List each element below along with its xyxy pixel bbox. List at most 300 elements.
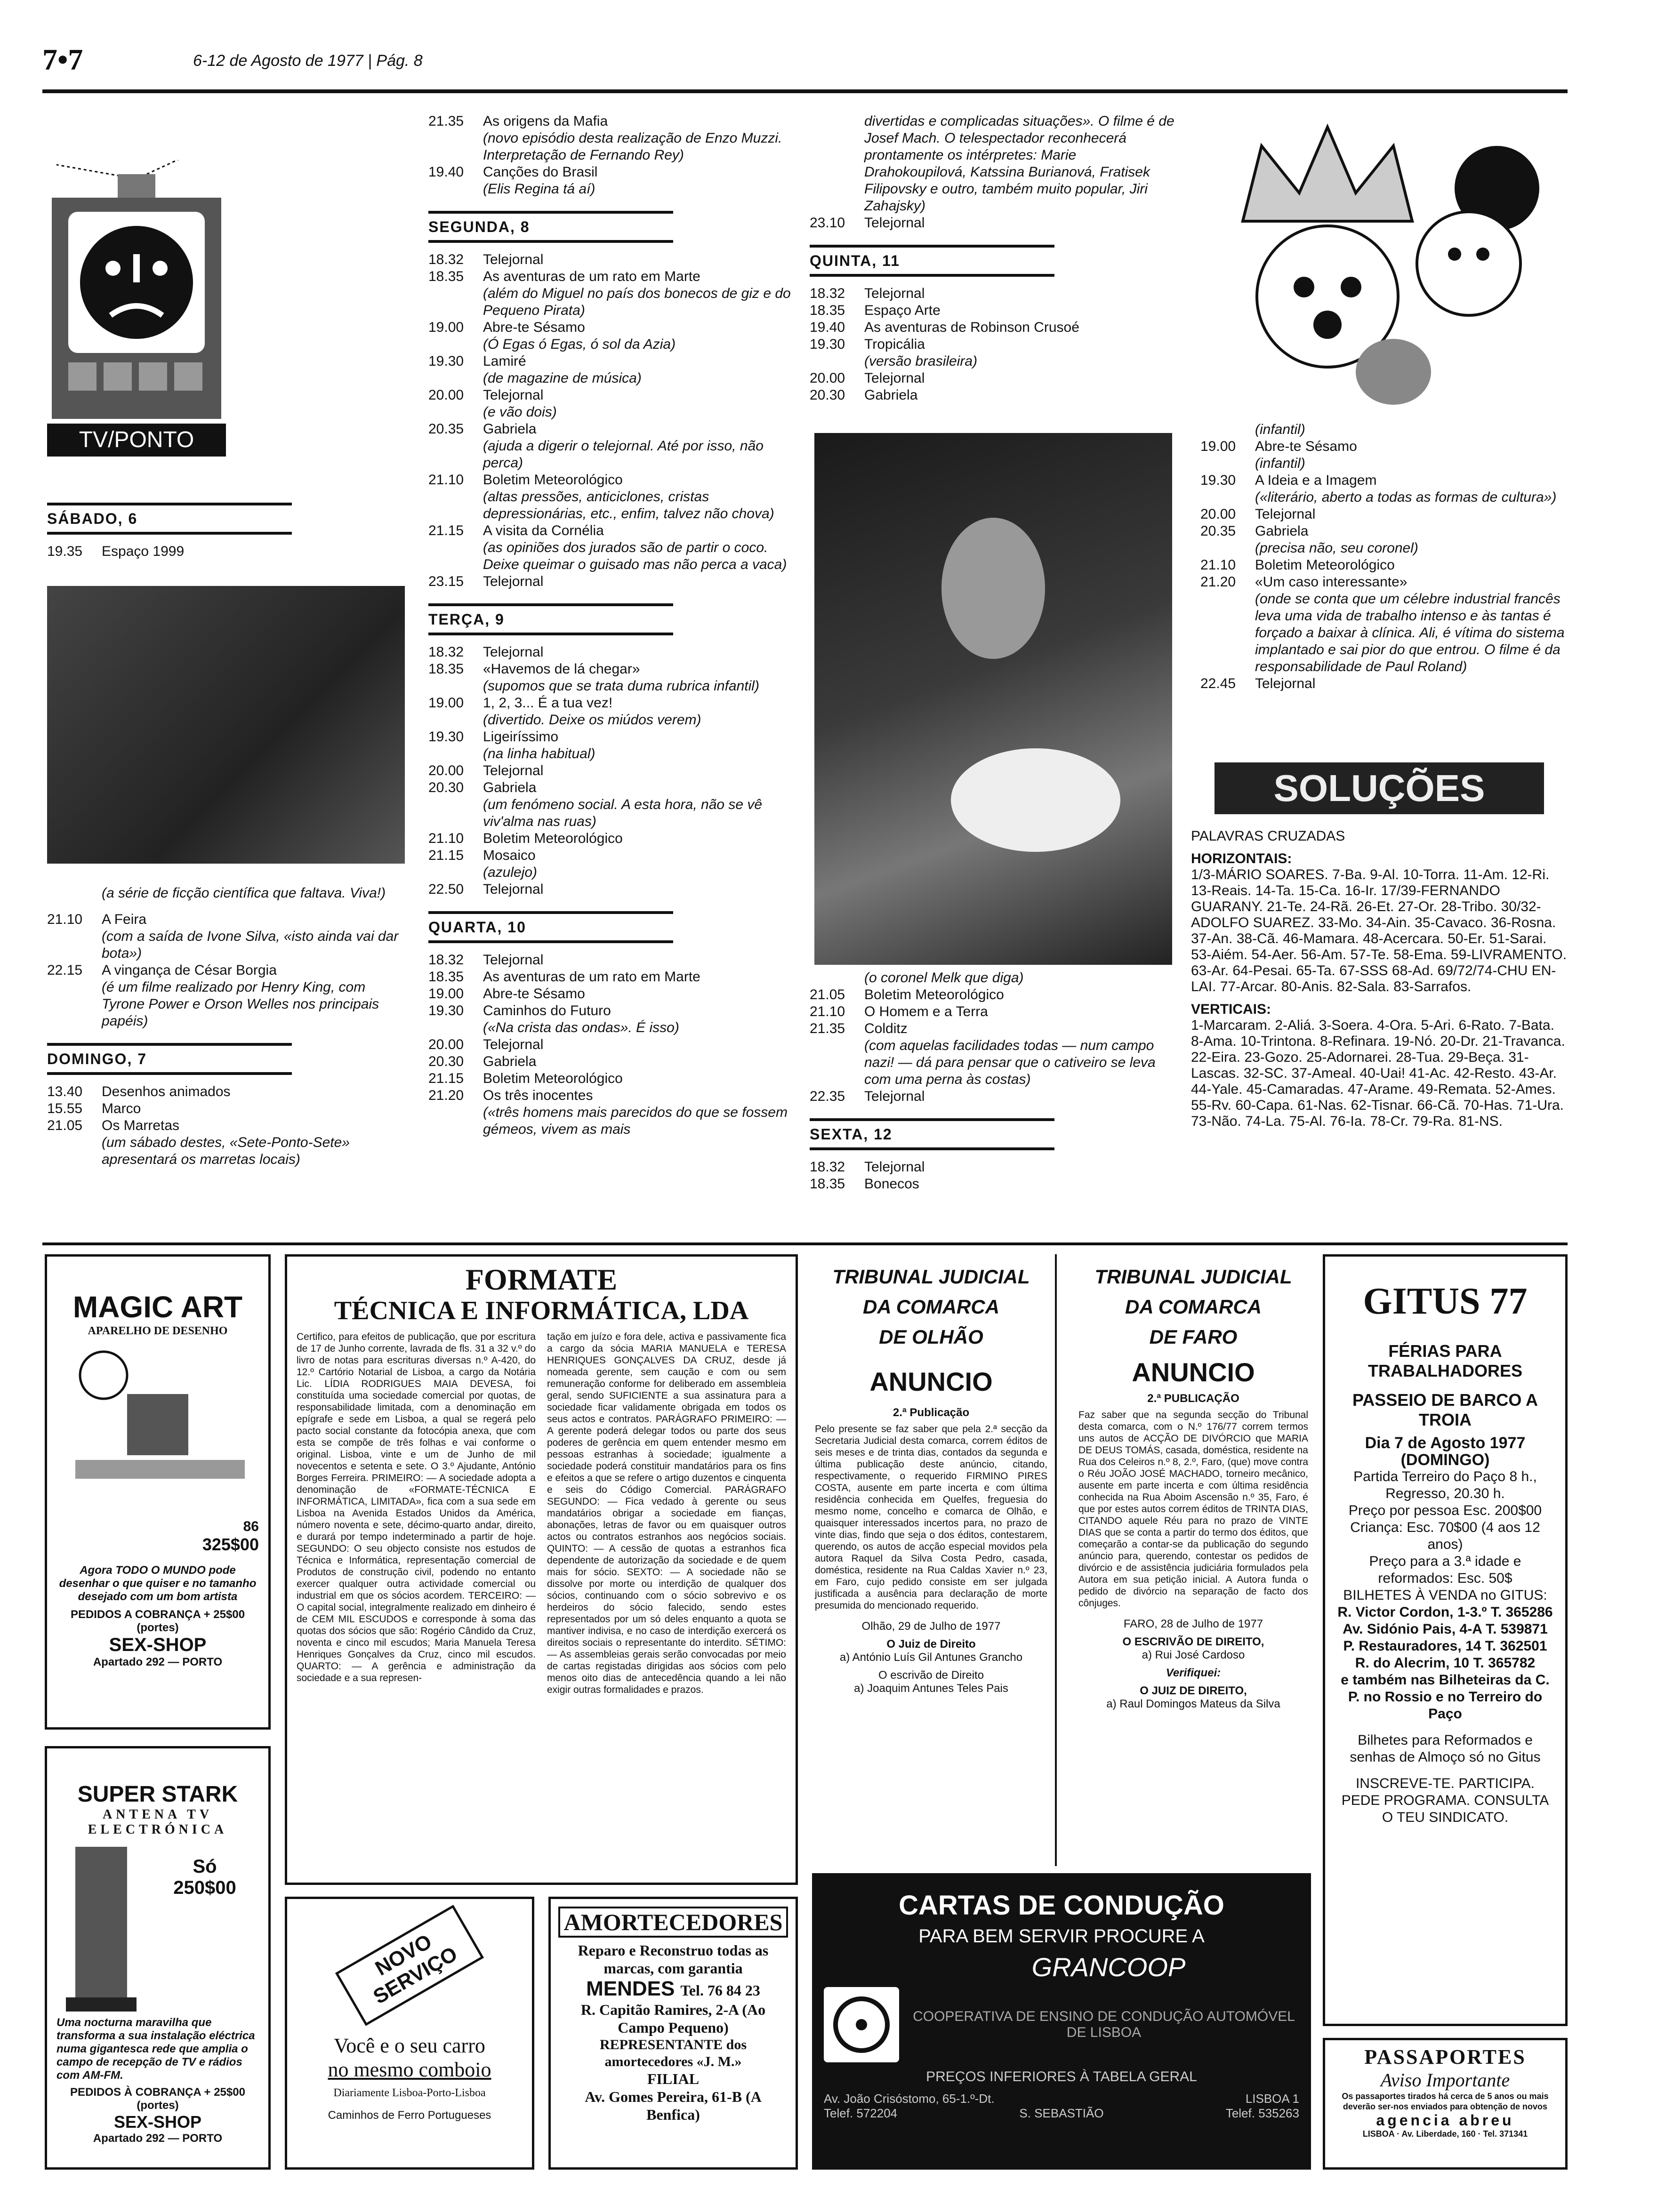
program-time: 21.35 (428, 113, 464, 129)
ad-subtitle: TÉCNICA E INFORMÁTICA, LDA (334, 1296, 749, 1325)
program-time: 21.20 (428, 1088, 464, 1103)
program-time: 20.35 (1200, 523, 1236, 539)
program-time: 20.30 (428, 1054, 464, 1069)
ad-text: Faz saber que na segunda secção do Tribunal desta comarca, com o N.º 176/77 correm termos uns autos de ACÇÃO DE DIVÓRCIO que MARIA DE DEUS TOMÁS, casada, doméstica, residente na Rua dos Celeiros n.º 8, 2.º, Faro, (que) move contra o Réu JOÃO JOSÉ MACHADO, torneiro mecânico, ausente em parte incerta e com última residência conhecida na Rua Aboim Ascensão n.º 35, Faro, é que por estes autos correm éditos de TRINTA DIAS, CITANDO aquele Réu para no prazo de VINTE DIAS que se conta a partir do termo dos éditos, que começarão a contar-se da publicação do segundo anúncio para, querendo, contestar os pedidos de divórcio e de assistência judiciária formulados pela Autora em sua petição inicial. A Autora funda o pedido de divórcio na separação de facto dos cônjuges. (1078, 1410, 1308, 1609)
date: FARO, 28 de Julho de 1977 (1123, 1618, 1263, 1630)
program-title: Gabriela (864, 387, 918, 403)
program-title: Telejornal (483, 882, 544, 897)
ad-line: COOPERATIVA DE ENSINO DE CONDUÇÃO AUTOMÓVEL DE LISBOA (913, 2009, 1295, 2040)
program-time: 19.35 (47, 544, 83, 559)
logo-row (824, 1987, 1299, 2062)
ad-line: REPRESENTANTE dos amortecedores «J. M.» (599, 2037, 747, 2069)
program-title: A visita da Cornélia (483, 523, 604, 538)
signature-title: O Juiz de Direito (886, 1638, 976, 1651)
ad-passaportes (1323, 2038, 1568, 2170)
price: 250$00 (173, 1877, 236, 1898)
program-note: (novo episódio desta realização de Enzo Muzzi. Interpretação de Fernando Rey) (483, 130, 782, 163)
photo-space-1999 (47, 586, 405, 864)
ad-text: Os passaportes tirados há cerca de 5 anos ou mais deverão ser-nos enviados para obtenção de novos (1342, 2092, 1549, 2111)
district: S. SEBASTIÃO (1019, 2106, 1104, 2120)
program-title: Telejornal (483, 252, 544, 267)
friday-program-list (810, 1159, 1177, 1193)
program-title: Telejornal (483, 387, 544, 403)
ad-body (56, 1837, 259, 2016)
order-info: PEDIDOS À COBRANÇA + 25$00 (portes) (70, 2086, 245, 2112)
program-time: 13.40 (47, 1084, 83, 1099)
program-item (810, 1003, 1177, 1020)
program-time: 21.10 (810, 1004, 845, 1019)
program-note: (e vão dois) (483, 404, 557, 420)
publication-number: 2.ª PUBLICAÇÃO (1147, 1392, 1239, 1405)
program-title: Canções do Brasil (483, 164, 598, 180)
program-title: Lamiré (483, 353, 526, 369)
signature-title: Verifiquei: (1166, 1667, 1221, 1679)
program-item (47, 543, 400, 560)
program-item (47, 911, 400, 962)
ad-title: SUPER STARK (77, 1782, 238, 1807)
ad-title: DA COMARCA (1125, 1296, 1262, 1318)
ad-tribunal-olhao (807, 1254, 1057, 1866)
program-title: Desenhos animados (102, 1084, 231, 1099)
program-item (428, 695, 796, 729)
program-item (428, 573, 796, 590)
top-rule (42, 89, 1568, 93)
ad-line: PARA BEM SERVIR PROCURE A (918, 1926, 1205, 1947)
address: Av. João Crisóstomo, 65-1.º-Dt. (824, 2092, 995, 2106)
shop-address: Apartado 292 — PORTO (93, 2132, 223, 2145)
program-title: O Homem e a Terra (864, 1004, 988, 1019)
program-item (428, 729, 796, 762)
date: Olhão, 29 de Julho de 1977 (861, 1620, 1001, 1633)
day-heading-wednesday: QUARTA, 10 (428, 911, 673, 943)
crossword-solutions (1191, 828, 1568, 1130)
program-time: 20.30 (428, 780, 464, 795)
ad-line: P. Restauradores, 14 T. 362501 (1343, 1638, 1547, 1654)
brand: agencia abreu (1376, 2112, 1514, 2129)
program-item (428, 762, 796, 779)
program-time: 19.00 (428, 986, 464, 1002)
ad-text: Pelo presente se faz saber que pela 2.ª secção da Secretaria Judicial desta comarca, correm éditos de seis meses e de trinta dias, contados da segunda e última publicação deste anúncio, citando, respectivamente, o requerido FIRMINO PIRES COSTA, ausente em parte incerta e com última residência conhecida em Quelfes, freguesia do mesmo nome, concelho e comarca de Olhão, e quaisquer interessados incertos para, no prazo de vinte dias, findo que seja o dos éditos, contestarem, querendo, os autos de acção especial movidos pela autora Raquel da Silva Costa Pedro, casada, doméstica, residente na Rua Caldas Xavier n.º 23, em Faro, cujo pedido consiste em ser julgada justificada a ausência para declaração de morte presumida do mencionado requerido. (815, 1424, 1047, 1611)
program-title: Bonecos (864, 1176, 919, 1192)
ad-formate (285, 1254, 798, 1885)
program-title: Telejornal (864, 1159, 925, 1175)
program-title: «Um caso interessante» (1255, 574, 1408, 590)
order-info: PEDIDOS A COBRANÇA + 25$00 (portes) (70, 1608, 245, 1634)
program-title: As origens da Mafia (483, 113, 608, 129)
program-title: A Ideia e a Imagem (1255, 473, 1377, 488)
program-item (1200, 557, 1568, 574)
masthead-logo: 7•7 (42, 43, 83, 76)
program-item (810, 215, 1177, 232)
program-time: 22.35 (810, 1089, 845, 1104)
program-time: 20.00 (428, 763, 464, 778)
ad-line: Criança: Esc. 70$00 (4 aos 12 anos) (1350, 1520, 1540, 1552)
program-title: Abre-te Sésamo (483, 320, 585, 335)
program-note: (supomos que se trata duma rubrica infantil) (483, 678, 759, 694)
program-note: (infantil) (1255, 422, 1305, 437)
program-item (428, 1053, 796, 1070)
program-time: 22.15 (47, 962, 83, 978)
program-item (428, 319, 796, 353)
ad-subtitle: ANTENA TV ELECTRÓNICA (88, 1807, 228, 1837)
program-item (428, 387, 796, 421)
column-4 (1200, 421, 1568, 692)
ad-line: Reparo e Reconstruo todas as marcas, com garantia (578, 1942, 769, 1977)
program-item (810, 319, 1177, 336)
program-item (428, 113, 796, 164)
brand: MENDES (586, 1977, 675, 2000)
ad-title: MAGIC ART (72, 1290, 243, 1324)
vertical-label: VERTICAIS: (1191, 1002, 1271, 1017)
program-title: Telejornal (864, 286, 925, 301)
brand: GRANCOOP (1031, 1952, 1186, 1982)
program-item (428, 1002, 796, 1036)
thursday-program-list-2 (810, 986, 1177, 1105)
program-item (47, 1083, 400, 1100)
program-time: 19.00 (428, 320, 464, 335)
program-note: (um sábado destes, «Sete-Ponto-Sete» apresentará os marretas locais) (102, 1135, 350, 1167)
ad-magic-art (45, 1254, 271, 1730)
ad-amortecedores (548, 1897, 798, 2170)
day-heading-tuesday: TERÇA, 9 (428, 603, 673, 635)
program-time: 21.10 (47, 912, 83, 927)
publication-number: 2.ª Publicação (893, 1406, 970, 1419)
program-title: Telejornal (1255, 676, 1316, 691)
program-title: Telejornal (1255, 506, 1316, 522)
column-2 (428, 113, 796, 1138)
program-time: 18.32 (428, 952, 464, 968)
program-time: 21.10 (428, 831, 464, 846)
program-item (428, 522, 796, 573)
program-time: 18.32 (810, 1159, 845, 1175)
program-title: Gabriela (483, 1054, 537, 1069)
program-note: (ajuda a digerir o telejornal. Até por isso, não perca) (483, 438, 764, 471)
ad-title: TRIBUNAL JUDICIAL (1094, 1266, 1292, 1288)
ad-novo-servico (285, 1897, 534, 2170)
horizontal-label: HORIZONTAIS: (1191, 851, 1292, 866)
wednesday-program-list (428, 952, 796, 1138)
program-title: Boletim Meteorológico (483, 472, 623, 488)
program-item (1200, 421, 1568, 438)
day-heading-saturday: SÁBADO, 6 (47, 503, 292, 535)
tuesday-program-list (428, 644, 796, 898)
program-title: A Feira (102, 912, 147, 927)
program-item (428, 881, 796, 898)
ad-line: Preço para a 3.ª idade e reformados: Esc. 50$ (1369, 1554, 1521, 1586)
program-item (47, 1117, 400, 1168)
program-time: 18.35 (810, 303, 845, 318)
program-item (428, 421, 796, 472)
program-note: («literário, aberto a todas as formas de cultura») (1255, 489, 1557, 505)
solutions-title: SOLUÇÕES (1215, 762, 1544, 814)
program-note: (infantil) (1255, 456, 1305, 471)
ad-subtitle: Aviso Importante (1380, 2069, 1510, 2091)
city: LISBOA 1 (1245, 2092, 1299, 2106)
day-heading-thursday: QUINTA, 11 (810, 245, 1054, 277)
program-time: 19.40 (810, 320, 845, 335)
ad-line: Bilhetes para Reformados e senhas de Almoço só no Gitus (1350, 1732, 1541, 1765)
program-note: (é um filme realizado por Henry King, com Tyrone Power e Orson Welles nos principais papéis) (102, 979, 379, 1029)
program-title: Tropicália (864, 337, 925, 352)
program-note: (azulejo) (483, 865, 538, 880)
old-price: 86 (243, 1519, 259, 1534)
monday-program-list (428, 251, 796, 590)
program-time: 19.30 (428, 1003, 464, 1018)
program-note: (precisa não, seu coronel) (1255, 540, 1418, 556)
program-note: (Elis Regina tá aí) (483, 181, 595, 197)
ad-line: e também nas Bilheteiras da C. P. no Rossio e no Terreiro do Paço (1341, 1672, 1550, 1722)
ad-cartas-conducao (812, 1873, 1311, 2170)
cartoon-illustration (1205, 108, 1563, 414)
program-list (1200, 421, 1568, 692)
ad-super-stark (45, 1746, 271, 2170)
signature-name: a) Raul Domingos Mateus da Silva (1106, 1698, 1280, 1710)
program-time: 22.45 (1200, 676, 1236, 691)
program-time: 21.35 (810, 1021, 845, 1036)
day-heading-monday: SEGUNDA, 8 (428, 211, 673, 243)
section-rule (42, 1242, 1568, 1245)
program-item (428, 1087, 796, 1138)
phone: Tel. 76 84 23 (680, 1982, 760, 1999)
program-title: Gabriela (483, 780, 537, 795)
program-time: 21.05 (810, 987, 845, 1002)
program-item (428, 830, 796, 847)
program-time: 18.32 (428, 252, 464, 267)
program-title: Telejornal (483, 644, 544, 660)
phone: Telef. 535263 (1225, 2106, 1299, 2120)
program-item (810, 1020, 1177, 1088)
program-title: As aventuras de Robinson Crusoé (864, 320, 1079, 335)
program-time: 21.20 (1200, 574, 1236, 590)
program-time: 19.30 (428, 729, 464, 745)
program-note: (Ó Egas ó Egas, ó sol da Azia) (483, 337, 676, 352)
program-title: Boletim Meteorológico (483, 1071, 623, 1086)
program-item (810, 285, 1177, 302)
program-item (428, 952, 796, 969)
signature-name: a) António Luís Gil Antunes Grancho (839, 1651, 1023, 1664)
program-time: 19.30 (810, 337, 845, 352)
program-title: 1, 2, 3... É a tua vez! (483, 695, 613, 711)
footer-row (824, 2092, 1299, 2106)
program-item (428, 644, 796, 661)
signature-name: a) Rui José Cardoso (1142, 1649, 1245, 1661)
program-title: Boletim Meteorológico (864, 987, 1004, 1002)
antenna-illustration (56, 1837, 151, 2016)
program-time: 19.30 (428, 353, 464, 369)
solutions-subtitle: PALAVRAS CRUZADAS (1191, 828, 1345, 844)
signature-title: O escrivão de Direito (878, 1669, 984, 1682)
thursday-program-list (810, 285, 1177, 404)
program-title: Telejornal (483, 952, 544, 968)
program-item (428, 353, 796, 387)
program-time: 18.35 (810, 1176, 845, 1192)
brand-row (558, 1977, 788, 2001)
brand: Caminhos de Ferro Portugueses (328, 2109, 491, 2122)
program-note: («Na crista das ondas». É isso) (483, 1020, 679, 1035)
program-item (1200, 523, 1568, 557)
ad-line: BILHETES À VENDA no GITUS: (1343, 1587, 1547, 1603)
ad-line: PASSEIO DE BARCO A TROIA (1352, 1390, 1538, 1429)
program-note: (um fenómeno social. A esta hora, não se vê viv'alma nas ruas) (483, 797, 763, 829)
program-time: 18.32 (810, 286, 845, 301)
program-title: Abre-te Sésamo (483, 986, 585, 1002)
day-heading-sunday: DOMINGO, 7 (47, 1043, 292, 1075)
program-note: (divertido. Deixe os miúdos verem) (483, 712, 701, 728)
footer-row (824, 2106, 1299, 2121)
program-time: 21.10 (428, 472, 464, 488)
program-item (47, 1100, 400, 1117)
sunday-program-list (47, 1083, 400, 1168)
ad-title: TRIBUNAL JUDICIAL (832, 1266, 1030, 1288)
program-title: Telejornal (483, 574, 544, 589)
program-title: Telejornal (483, 763, 544, 778)
program-time: 19.40 (428, 164, 464, 180)
ad-line: Dia 7 de Agosto 1977 (DOMINGO) (1365, 1434, 1526, 1469)
steering-wheel-icon (824, 1987, 899, 2062)
signature-name: a) Joaquim Antunes Teles Pais (854, 1682, 1008, 1695)
ad-title: PASSAPORTES (1364, 2045, 1526, 2068)
program-title: Caminhos do Futuro (483, 1003, 611, 1018)
program-time: 23.15 (428, 574, 464, 589)
route: Diariamente Lisboa-Porto-Lisboa (333, 2087, 486, 2099)
program-title: Marco (102, 1101, 141, 1116)
program-note: (com aquelas facilidades todas — num campo nazi! — dá para pensar que o cativeiro se leva com uma perna às costas) (864, 1038, 1156, 1087)
program-title: Espaço 1999 (102, 544, 185, 559)
program-item (810, 370, 1177, 387)
program-note: (as opiniões dos jurados são de partir o coco. Deixe queimar o guisado mas não perca a vaca) (483, 540, 787, 572)
photo-coronel (814, 433, 1172, 965)
shop-name: SEX-SHOP (113, 2112, 202, 2132)
program-title: Telejornal (864, 215, 925, 231)
program-time: 18.32 (428, 644, 464, 660)
program-item (428, 268, 796, 319)
vertical-answers: 1-Marcaram. 2-Aliá. 3-Soera. 4-Ora. 5-Ari. 6-Rato. 7-Bata. 8-Ama. 10-Trintona. 8-Refinara. 19-Nó. 20-Dr. 21-Travanca. 22-Eira. 23-Gozo. 25-Adornarei. 28-Tua. 29-Beça. 31-Lascas. 32-SC. 37-Ameal. 40-Uai! 41-Ac. 42-Resto. 43-Ar. 44-Yale. 45-Camaradas. 47-Arame. 49-Remata. 52-Ames. 55-Rv. 60-Capa. 61-Nas. 62-Tisnar. 66-Cã. 70-Has. 71-Ura. 73-Não. 74-La. 75-Al. 76-Ia. 78-Cr. 79-Ra. 81-NS. (1191, 1018, 1565, 1129)
program-item (47, 962, 400, 1030)
program-title: Os três inocentes (483, 1088, 593, 1103)
ad-line: INSCREVE-TE. PARTICIPA. PEDE PROGRAMA. CONSULTA O TEU SINDICATO. (1341, 1776, 1549, 1825)
program-list (428, 113, 796, 198)
program-item (810, 1176, 1177, 1193)
ad-line: R. do Alecrim, 10 T. 365782 (1355, 1655, 1536, 1671)
ad-title: DE FARO (1149, 1326, 1238, 1348)
program-item (428, 661, 796, 695)
ad-subtitle: APARELHO DE DESENHO (88, 1325, 228, 1337)
program-item (1200, 472, 1568, 506)
program-time: 20.00 (1200, 506, 1236, 522)
program-note: (na linha habitual) (483, 746, 595, 761)
photo-caption: (o coronel Melk que diga) (864, 970, 1024, 986)
address: LISBOA · Av. Liberdade, 160 · Tel. 371341 (1362, 2129, 1528, 2139)
program-title: Telejornal (864, 370, 925, 386)
ad-title: FORMATE (465, 1263, 618, 1296)
headline-2: no mesmo comboio (328, 2058, 491, 2081)
program-title: As aventuras de um rato em Marte (483, 969, 700, 985)
program-item (428, 472, 796, 522)
tv-illustration (47, 160, 226, 424)
program-title: Telejornal (483, 1037, 544, 1052)
anuncio-heading: ANUNCIO (869, 1367, 993, 1396)
address: R. Capitão Ramires, 2-A (Ao Campo Pequeno) (580, 2001, 766, 2036)
ad-gitus (1323, 1254, 1568, 2026)
program-title: Os Marretas (102, 1118, 180, 1133)
ad-line: Preço por pessoa Esc. 200$00 (1348, 1503, 1542, 1518)
old-price: Só (193, 1856, 217, 1877)
program-item (810, 1088, 1177, 1105)
program-item (810, 986, 1177, 1003)
ad-title: DE OLHÃO (879, 1326, 983, 1348)
program-item (428, 779, 796, 830)
program-title: Telejornal (864, 1089, 925, 1104)
headline-1: Você e o seu carro (334, 2034, 485, 2057)
ad-tribunal-faro (1071, 1254, 1316, 1866)
program-note: («três homens mais parecidos do que se fossem gémeos, vivem as mais (483, 1105, 788, 1137)
ad-text: Agora TODO O MUNDO pode desenhar o que quiser e no tamanho desejado com um bom artista (59, 1564, 257, 1603)
program-time: 20.30 (810, 387, 845, 403)
program-title: A vingança de César Borgia (102, 962, 277, 978)
ad-line: FILIAL (647, 2070, 700, 2087)
program-title: Mosaico (483, 848, 536, 863)
program-time: 21.05 (47, 1118, 83, 1133)
program-title: As aventuras de um rato em Marte (483, 269, 700, 284)
program-item (810, 1159, 1177, 1176)
issue-date: 6-12 de Agosto de 1977 | Pág. 8 (193, 52, 423, 70)
program-time: 15.55 (47, 1101, 83, 1116)
tv-ponto-label: TV/PONTO (47, 424, 226, 457)
drawing-device-illustration (56, 1338, 264, 1516)
program-item (1200, 438, 1568, 472)
badge: NOVO SERVIÇO (335, 1905, 484, 2026)
phone: Telef. 572204 (824, 2106, 898, 2120)
ad-title: DA COMARCA (862, 1296, 1000, 1318)
day-heading-friday: SEXTA, 12 (810, 1118, 1054, 1150)
address: Av. Gomes Pereira, 61-B (A Benfica) (585, 2088, 762, 2123)
program-time: 20.35 (428, 421, 464, 437)
program-time: 18.35 (428, 661, 464, 677)
program-title: «Havemos de lá chegar» (483, 661, 640, 677)
photo-caption: (a série de ficção científica que faltava. Viva!) (102, 885, 386, 901)
program-title: Ligeiríssimo (483, 729, 559, 745)
ad-title: GITUS 77 (1363, 1281, 1528, 1322)
program-title: Abre-te Sésamo (1255, 439, 1357, 454)
signature-title: O JUIZ DE DIREITO, (1140, 1684, 1247, 1697)
program-item (428, 251, 796, 268)
program-time: 18.35 (428, 969, 464, 985)
program-title: Espaço Arte (864, 303, 941, 318)
ad-text-col2: tação em juízo e fora dele, activa e passivamente fica a cargo da sócia MARIA MANUELA e TERESA HENRIQUES GONÇALVES DA CRUZ, desde já nomeada gerente, sem caução e com ou sem remuneração conforme for deliberado em assembleia geral, sendo SUFICIENTE a sua assinatura para a sociedade ficar validamente obrigada em todos os seus actos e contratos. PARÁGRAFO PRIMEIRO: — A gerente poderá delegar todos ou parte dos seus poderes de gerência em quem entender mesmo em pessoas estranhas à sociedade; igualmente a sociedade poderá constituir mandatários para os fins e efeitos a que se refere o artigo duzentos e cinquenta e seis do Código Comercial. PARÁGRAFO SEGUNDO: — Fica vedado à gerente ou seus mandatários obrigar a sociedade em fianças, abonações, letras de favor ou em quaisquer outros actos ou contratos estranhos aos negócios sociais. QUINTO: — A cessão de quotas a estranhos fica dependente de autorização da sociedade e de quem mais for sócio. SEXTO: — A sociedade não se dissolve por morte ou interdição de qualquer dos sócios, continuando com o sócio sobrevivo e os herdeiros do sócio falecido, sendo estes representados por um só deles enquanto a quota se mantiver indivisa, e no caso de interdição exercerá os direitos sociais o representante do interdito. SÉTIMO: — As assembleias gerais serão convocadas por meio de cartas registadas dirigidas aos sócios com pelo menos oito dias de antecedência quando a lei não exigir outras formalidades e prazos. (547, 1331, 786, 1695)
ad-title: AMORTECEDORES (558, 1907, 788, 1938)
price: 325$00 (202, 1535, 259, 1554)
ad-text-col1: Certifico, para efeitos de publicação, que por escritura de 17 de Junho corrente, lavrada de fls. 31 a 32 v.º do livro de notas para escrituras diversas n.º A-420, do 12.º Cartório Notarial de Lisboa, a cargo da Notária Lic. LÍDIA RODRIGUES MAIA DEVESA, foi constituída uma sociedade comercial por quotas, de responsabilidade limitada, com a denominação em epígrafe e sede em Lisboa, a qual se regerá pelo pacto social constante da fotocópia anexa, que com esta se compõe de três folhas e vai conforme o original. Lisboa, vinte e um de Junho de mil novecentos e setenta e sete. O 3.º Ajudante, António Borges Ferreira. PRIMEIRO: — A sociedade adopta a denominação de «FORMATE-TÉCNICA E INFORMÁTICA, LIMITADA», fica com a sua sede em Lisboa na Avenida Estados Unidos da América, número noventa e sete, décimo-quarto andar, direito, e durará por tempo indeterminado a partir de hoje. SEGUNDO: O seu objecto consiste nos estudos de Técnica e Informática, representação comercial de Produtos de construção civil, podendo no entanto exercer qualquer outra actividade comercial ou industrial em que os sócios acordem. TERCEIRO: — O capital social, integralmente realizado em dinheiro é de CEM MIL ESCUDOS e corresponde à soma das quotas dos sócios que são: Rogério Cândido da Cruz, noventa e cinco mil escudos; Maria Manuela Teresa Henriques Gonçalves da Cruz, cinco mil escudos. QUARTO: — A gerência e administração da sociedade e a sua represen- (297, 1331, 536, 1683)
program-title: Gabriela (1255, 523, 1309, 539)
program-note: divertidas e complicadas situações». O filme é de Josef Mach. O telespectador reconhecerá prontamente os intérpretes: Marie Drahokoupilová, Katssina Burianová, Fratisek Filipovsky e outro, também muito popular, Jiri Zahajsky) (864, 113, 1174, 214)
column-1 (47, 489, 400, 560)
program-item (810, 387, 1177, 404)
program-time: 23.10 (810, 215, 845, 231)
program-time: 21.15 (428, 848, 464, 863)
program-time: 18.35 (428, 269, 464, 284)
program-time: 21.10 (1200, 557, 1236, 573)
program-note: (versão brasileira) (864, 353, 978, 369)
program-time: 20.00 (428, 1037, 464, 1052)
ad-title: CARTAS DE CONDUÇÃO (899, 1890, 1224, 1921)
program-time: 22.50 (428, 882, 464, 897)
program-item (810, 302, 1177, 319)
program-note: (altas pressões, anticiclones, cristas depressionárias, etc., enfim, talvez não chova) (483, 489, 774, 521)
program-time: 21.15 (428, 523, 464, 538)
price-box (151, 1837, 259, 2016)
program-time: 20.00 (810, 370, 845, 386)
program-title: Boletim Meteorológico (483, 831, 623, 846)
